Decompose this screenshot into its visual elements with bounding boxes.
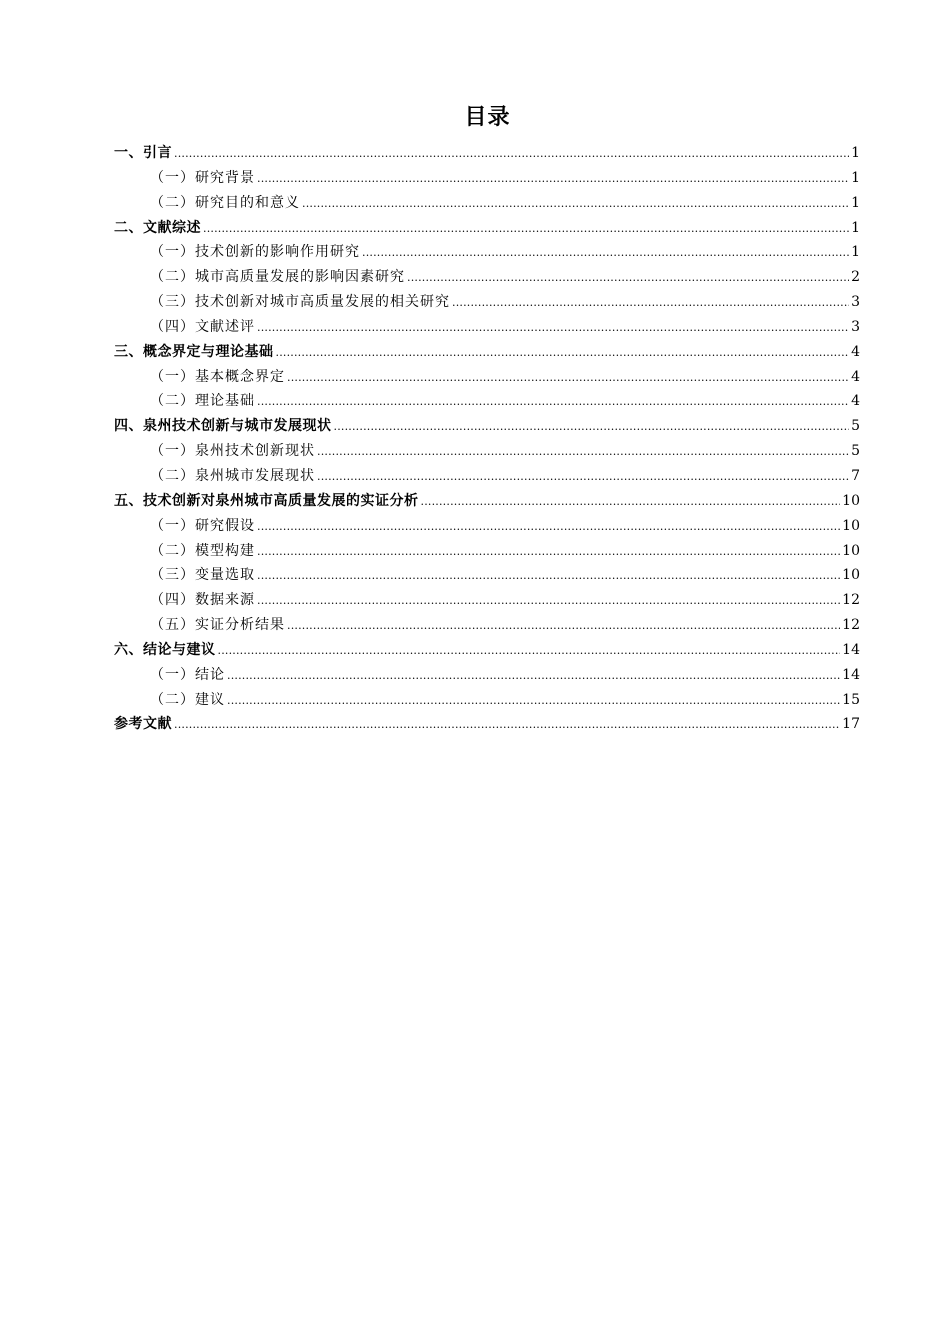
- toc-entry-section[interactable]: [114, 240, 860, 265]
- toc-entry-section[interactable]: [114, 365, 860, 390]
- toc-entry-page-number: 14: [842, 641, 860, 658]
- toc-dot-leader: [174, 713, 840, 738]
- toc-dot-leader: [227, 664, 840, 689]
- toc-entry-page-number: 14: [842, 666, 860, 683]
- toc-dot-leader: [302, 192, 849, 217]
- toc-entry-page-number: 10: [842, 567, 860, 584]
- toc-entry-label: 五、技术创新对泉州城市高质量发展的实证分析: [114, 492, 419, 509]
- toc-dot-leader: [287, 614, 840, 639]
- toc-entry-page-number: 12: [842, 617, 860, 634]
- toc-dot-leader: [257, 390, 849, 415]
- toc-entry-page-number: 1: [851, 194, 860, 211]
- toc-dot-leader: [334, 415, 850, 440]
- toc-entry-section[interactable]: [114, 514, 860, 539]
- toc-entry-page-number: 2: [851, 269, 860, 286]
- toc-entry-page-number: 1: [851, 219, 860, 236]
- toc-entry-page-number: 10: [842, 542, 860, 559]
- toc-dot-leader: [287, 366, 849, 391]
- toc-entry-label: 参考文献: [114, 716, 172, 733]
- toc-entry-label: （四）文献述评: [150, 318, 255, 335]
- toc-dot-leader: [452, 291, 849, 316]
- toc-entry-label: （二）泉州城市发展现状: [150, 467, 315, 484]
- toc-entry-section[interactable]: [114, 613, 860, 638]
- toc-entry-page-number: 1: [851, 145, 860, 161]
- toc-entry-label: （一）研究假设: [150, 517, 255, 534]
- toc-entry-section[interactable]: [114, 588, 860, 613]
- toc-entry-label: （一）泉州技术创新现状: [150, 443, 315, 460]
- toc-entry-label: （一）基本概念界定: [150, 368, 285, 385]
- toc-entry-section[interactable]: [114, 265, 860, 290]
- toc-entry-page-number: 7: [851, 467, 860, 484]
- toc-entry-section[interactable]: [114, 439, 860, 464]
- toc-entry-page-number: 3: [851, 294, 860, 311]
- toc-dot-leader: [218, 639, 841, 664]
- toc-entry-page-number: 4: [851, 343, 860, 360]
- toc-entry-section[interactable]: [114, 166, 860, 191]
- toc-entry-label: （三）变量选取: [150, 567, 255, 584]
- toc-entry-section[interactable]: [114, 563, 860, 588]
- toc-entry-chapter[interactable]: [114, 489, 860, 514]
- toc-dot-leader: [257, 589, 840, 614]
- toc-entry-section[interactable]: [114, 315, 860, 340]
- toc-entry-label: （五）实证分析结果: [150, 617, 285, 634]
- toc-dot-leader: [317, 465, 849, 490]
- toc-entry-page-number: 12: [842, 592, 860, 609]
- toc-entry-page-number: 4: [851, 393, 860, 410]
- toc-entry-section[interactable]: [114, 539, 860, 564]
- toc-entry-section[interactable]: [114, 389, 860, 414]
- toc-dot-leader: [257, 167, 849, 192]
- toc-entry-chapter[interactable]: [114, 414, 860, 439]
- toc-dot-leader: [317, 440, 849, 465]
- toc-entry-chapter[interactable]: [114, 712, 860, 737]
- toc-list: [114, 141, 860, 737]
- toc-entry-label: 六、结论与建议: [114, 641, 216, 658]
- toc-entry-label: （三）技术创新对城市高质量发展的相关研究: [150, 294, 450, 311]
- toc-dot-leader: [257, 515, 840, 540]
- toc-dot-leader: [174, 142, 849, 167]
- toc-title: 目录: [464, 105, 511, 130]
- toc-entry-label: 二、文献综述: [114, 219, 201, 236]
- toc-entry-page-number: 1: [851, 244, 860, 261]
- toc-entry-label: （二）城市高质量发展的影响因素研究: [150, 269, 405, 286]
- toc-entry-chapter[interactable]: [114, 638, 860, 663]
- toc-entry-page-number: 5: [851, 418, 860, 435]
- toc-entry-page-number: 10: [842, 492, 860, 509]
- toc-dot-leader: [227, 689, 840, 714]
- toc-entry-label: 四、泉州技术创新与城市发展现状: [114, 418, 332, 435]
- toc-entry-chapter[interactable]: [114, 340, 860, 365]
- toc-entry-page-number: 15: [842, 691, 860, 708]
- toc-entry-chapter[interactable]: [114, 216, 860, 241]
- toc-entry-label: （四）数据来源: [150, 592, 255, 609]
- toc-dot-leader: [257, 540, 840, 565]
- toc-dot-leader: [257, 316, 849, 341]
- toc-entry-section[interactable]: [114, 191, 860, 216]
- toc-entry-label: （一）结论: [150, 666, 225, 683]
- toc-entry-page-number: 1: [851, 169, 860, 186]
- toc-entry-page-number: 4: [851, 368, 860, 385]
- toc-dot-leader: [203, 217, 849, 242]
- toc-entry-label: 三、概念界定与理论基础: [114, 343, 274, 360]
- toc-entry-label: （二）模型构建: [150, 542, 255, 559]
- toc-entry-label: （二）理论基础: [150, 393, 255, 410]
- toc-entry-page-number: 3: [851, 318, 860, 335]
- toc-entry-chapter[interactable]: [114, 141, 860, 166]
- toc-entry-section[interactable]: [114, 464, 860, 489]
- toc-dot-leader: [276, 341, 850, 366]
- toc-entry-section[interactable]: [114, 663, 860, 688]
- toc-entry-label: （一）研究背景: [150, 169, 255, 186]
- toc-entry-label: 一、引言: [114, 145, 172, 161]
- toc-entry-section[interactable]: [114, 688, 860, 713]
- toc-entry-page-number: 10: [842, 517, 860, 534]
- toc-dot-leader: [407, 266, 849, 291]
- toc-dot-leader: [257, 564, 840, 589]
- toc-dot-leader: [421, 490, 841, 515]
- toc-entry-page-number: 17: [842, 716, 860, 733]
- toc-entry-label: （一）技术创新的影响作用研究: [150, 244, 360, 261]
- toc-entry-label: （二）研究目的和意义: [150, 194, 300, 211]
- toc-entry-page-number: 5: [851, 443, 860, 460]
- toc-entry-label: （二）建议: [150, 691, 225, 708]
- toc-dot-leader: [362, 241, 849, 266]
- toc-entry-section[interactable]: [114, 290, 860, 315]
